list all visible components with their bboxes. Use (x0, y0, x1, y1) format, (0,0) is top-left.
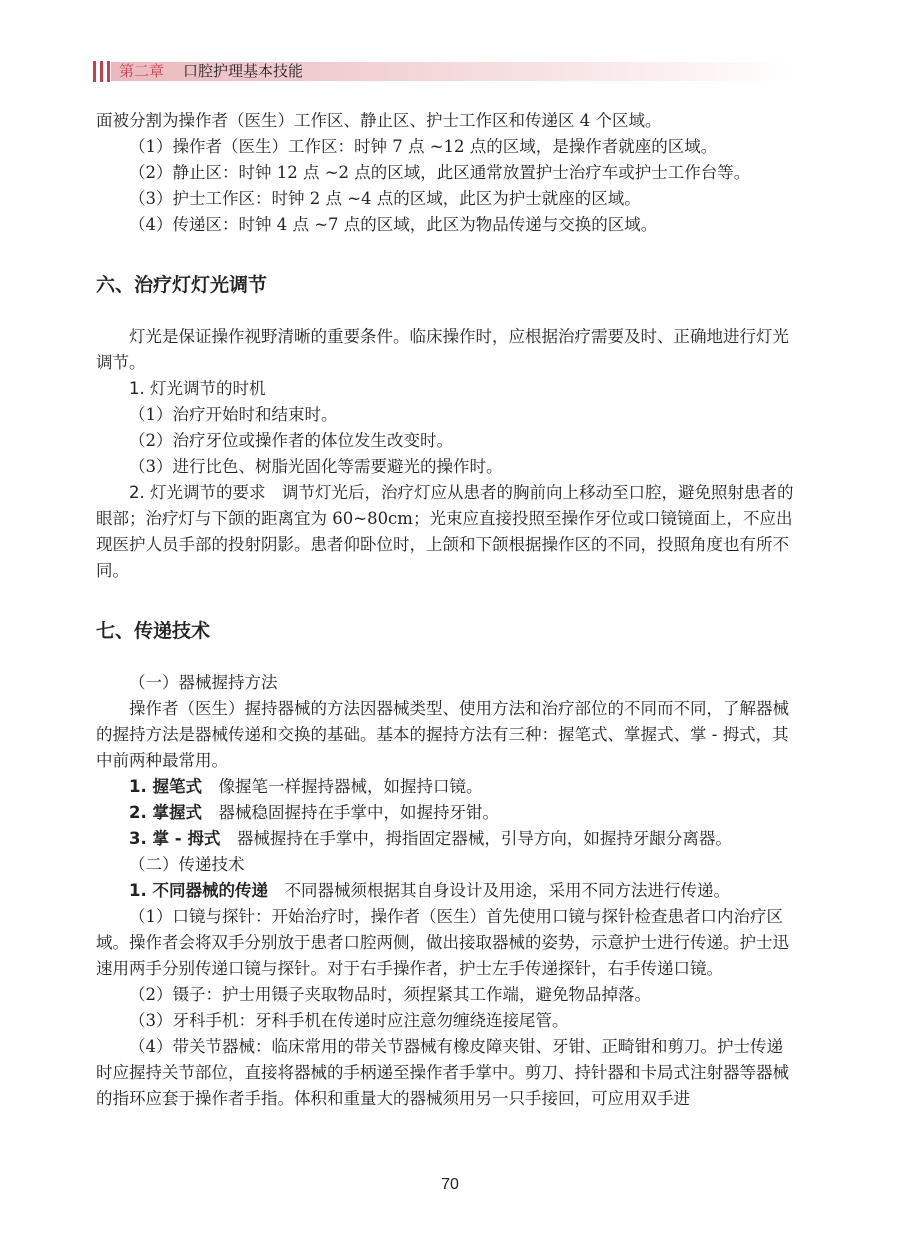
paragraph: （2）镊子：护士用镊子夹取物品时，须捏紧其工作端，避免物品掉落。 (129, 985, 651, 1004)
list-item: （1）治疗开始时和结束时。 (129, 405, 338, 424)
paragraph: （3）牙科手机：牙科手机在传递时应注意勿缠绕连接尾管。 (129, 1011, 569, 1030)
list-item (96, 800, 796, 826)
item-text: 不同器械须根据其自身设计及用途，采用不同方法进行传递。 (284, 881, 730, 900)
chapter-title: 口腔护理基本技能 (183, 62, 304, 80)
list-item: （3）护士工作区：时钟 2 点 ~4 点的区域，此区为护士就座的区域。 (129, 189, 641, 208)
paragraph (96, 878, 796, 904)
running-header (93, 61, 793, 82)
section-heading: 六、治疗灯灯光调节 (96, 274, 268, 296)
list-item: （2）治疗牙位或操作者的体位发生改变时。 (129, 431, 453, 450)
item-lead: 1. 握笔式 (129, 777, 202, 796)
header-decoration (93, 61, 110, 82)
item-text: 器械握持在手掌中，拇指固定器械，引导方向，如握持牙龈分离器。 (236, 829, 732, 848)
page-number: 70 (441, 1176, 459, 1193)
item-lead: 1. 不同器械的传递 (129, 881, 268, 900)
list-item: （3）进行比色、树脂光固化等需要避光的操作时。 (129, 457, 503, 476)
subheading: （二）传递技术 (129, 855, 245, 874)
paragraph: 面被分割为操作者（医生）工作区、静止区、护士工作区和传递区 4 个区域。 (96, 111, 662, 130)
subheading: 2. 灯光调节的要求 (129, 483, 266, 502)
page-body (96, 108, 796, 1112)
item-text: 器械稳固握持在手掌中，如握持牙钳。 (218, 803, 499, 822)
subheading: 1. 灯光调节的时机 (129, 379, 266, 398)
list-item: （4）传递区：时钟 4 点 ~7 点的区域，此区为物品传递与交换的区域。 (129, 215, 658, 234)
item-text: 像握笔一样握持器械，如握持口镜。 (218, 777, 483, 796)
paragraph: 灯光是保证操作视野清晰的重要条件。临床操作时，应根据治疗需要及时、正确地进行灯光调节。 (96, 327, 789, 372)
list-item: （1）操作者（医生）工作区：时钟 7 点 ~12 点的区域，是操作者就座的区域。 (129, 137, 718, 156)
list-item: （2）静止区：时钟 12 点 ~2 点的区域，此区通常放置护士治疗车或护士工作台等。 (129, 163, 751, 182)
item-lead: 3. 掌 - 拇式 (129, 829, 221, 848)
paragraph: （4）带关节器械：临床常用的带关节器械有橡皮障夹钳、牙钳、正畸钳和剪刀。护士传递时应握持关节部位，直接将器械的手柄递至操作者手掌中。剪刀、持针器和卡局式注射器等器械的指环应套于操作者手指。体积和重量大的器械须用另一只手接回，可应用双手进 (96, 1037, 789, 1108)
paragraph: 操作者（医生）握持器械的方法因器械类型、使用方法和治疗部位的不同而不同，了解器械的握持方法是器械传递和交换的基础。基本的握持方法有三种：握笔式、掌握式、掌 - 拇式，其中前两种最常用。 (96, 699, 789, 770)
list-item (96, 826, 796, 852)
paragraph-text: 调节灯光后，治疗灯应从患者的胸前向上移动至口腔，避免照射患者的眼部；治疗灯与下颌的距离宜为 60~80cm；光束应直接投照至操作牙位或口镜镜面上，不应出现医护人员手部的投射阴影。患者仰卧位时，上颌和下颌根据操作区的不同，投照角度也有所不同。 (96, 483, 794, 580)
list-item (96, 774, 796, 800)
chapter-number: 第二章 (119, 62, 165, 80)
section-heading: 七、传递技术 (96, 620, 211, 642)
paragraph (96, 480, 796, 584)
paragraph: （1）口镜与探针：开始治疗时，操作者（医生）首先使用口镜与探针检查患者口内治疗区域。操作者会将双手分别放于患者口腔两侧，做出接取器械的姿势，示意护士进行传递。护士迅速用两手分别传递口镜与探针。对于右手操作者，护士左手传递探针，右手传递口镜。 (96, 907, 789, 978)
item-lead: 2. 掌握式 (129, 803, 202, 822)
subheading: （一）器械握持方法 (129, 673, 278, 692)
